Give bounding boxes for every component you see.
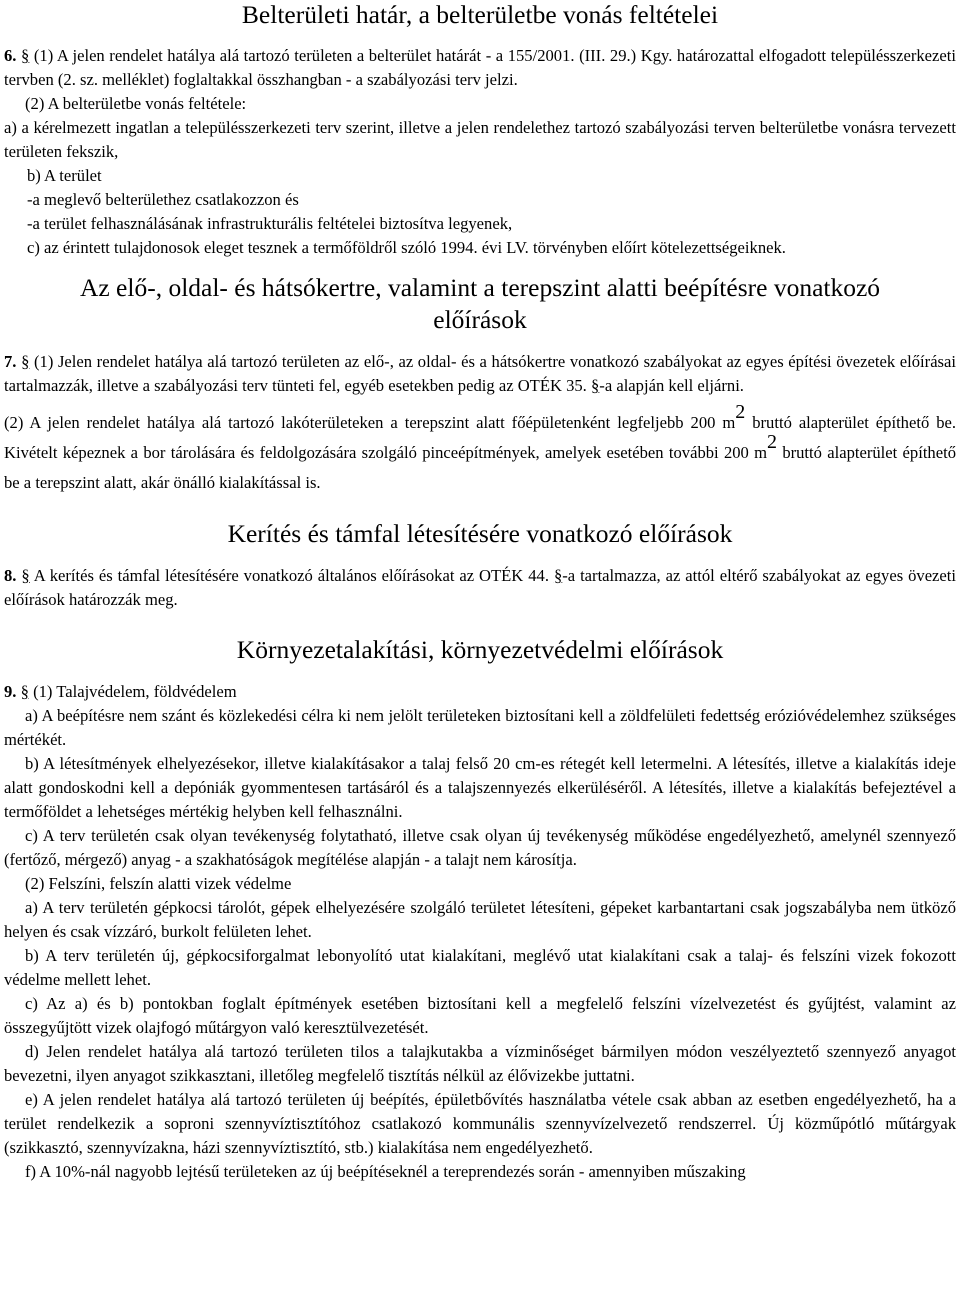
paragraph-number: 8. [4,566,17,585]
point-9-1-b: b) A létesítmények elhelyezésekor, illetve kialakításakor a talaj felső 20 cm-es rétegét kell letermelni. A létesítés, illetve a kialakítás ideje alatt gondoskodni kell a depóniák gyommentesen tartásáról és a talajszennyezés elkerüléséről. A létesítés, illetve a kialakítás befejeztével a termőföldet a lehetséges mértékig helyben kell felhasználni. [4,754,956,821]
point-6-2-b: b) A terület [27,166,102,185]
paragraph-text: A kerítés és támfal létesítésére vonatkozó általános előírásokat az OTÉK 44. [33,566,549,585]
paragraph-number: 7. [4,352,17,371]
point-6-2-a: a) a kérelmezett ingatlan a településszerkezeti terv szerint, illetve a jelen rendelethez tartozó szabályozási terven belterületbe vonásra tervezett területen fekszik, [4,118,956,161]
section-sign: § [21,352,30,371]
point-6-2-b-1: -a meglevő belterülethez csatlakozzon és [27,190,299,209]
paragraph-text: (1) Talajvédelem, földvédelem [33,682,237,701]
paragraph-text-tail: -a alapján kell eljárni. [599,376,744,395]
point-6-2-b-2: -a terület felhasználásának infrastrukturális feltételei biztosítva legyenek, [27,214,513,233]
section-title-belterulet: Belterületi határ, a belterületbe vonás feltételei [241,0,719,29]
section-title-kerites: Kerítés és támfal létesítésére vonatkozó előírások [227,519,733,548]
paragraph-text: (1) A jelen rendelet hatálya alá tartozó területen a belterület határát - a 155/2001. (III. 29.) Kgy. határozattal elfogadott településszerkezeti tervben (2. sz. melléklet) foglaltakkal összhangban - a szabályozási terv jelzi. [4,46,956,89]
paragraph-text: bruttó alapterület építhető be a terepszint alatt, akár önálló kialakítással is. [4,443,956,492]
point-6-2-c: c) az érintett tulajdonosok eleget tesznek a termőföldről szóló 1994. évi LV. törvényben előírt kötelezettségeiknek. [27,238,786,257]
point-9-2-e: e) A jelen rendelet hatálya alá tartozó területen új beépítés, épületbővítés használatba vétele csak abban az esetben engedélyezhető, ha a terület rendelkezik a soproni szennyvíztisztítóhoz csatlakozó kommunális szennyvízelvezető rendszerrel. Új közműpótló műtárgyak (szikkasztó, szennyvízakna, házi szennyvíztisztító, stb.) kialakítása nem engedélyezhető. [4,1090,956,1157]
section-title-kornyezet: Környezetalakítási, környezetvédelmi előírások [236,635,724,664]
point-9-1-c: c) A terv területén csak olyan tevékenység folytatható, illetve csak olyan új tevékenység működése engedélyezhető, amelynél szennyező (fertőző, mérgező) anyag - a szakhatóságok megítélése alapján - a talajt nem károsítja. [4,826,956,869]
paragraph-8 [4,564,956,612]
point-9-2-c: c) Az a) és b) pontokban foglalt építmények esetében biztosítani kell a megfelelő felszíni vízelvezetést és gyűjtést, valamint az összegyűjtött vizek olajfogó műtárgyon való keresztülvezetését. [4,994,956,1037]
section-title-elokert: Az elő-, oldal- és hátsókertre, valamint a terepszint alatti beépítésre vonatkozó előírások [79,273,881,334]
paragraph-number: 9. [4,682,17,701]
point-9-1-a: a) A beépítésre nem szánt és közlekedési célra ki nem jelölt területeken biztosítani kell a zöldfelületi fedettség erózióvédelemhez szükséges mértékét. [4,706,956,749]
superscript: 2 [735,401,746,423]
point-9-2-d: d) Jelen rendelet hatálya alá tartozó területen tilos a talajkutakba a vízminőséget bármilyen módon veszélyeztető szennyező anyagot bevezetni, ilyen anyagot szikkasztani, illetőleg megfelelő tisztítás nélkül az élővizekbe juttatni. [4,1042,956,1085]
paragraph-7-2 [4,401,957,498]
superscript: 2 [767,431,778,453]
paragraph-text: (2) A jelen rendelet hatálya alá tartozó lakóterületeken a terepszint alatt főépületenként legfeljebb 200 m [4,413,736,432]
paragraph-text-tail: -a tartalmazza, az attól eltérő szabályokat az egyes övezeti előírások határozzák meg. [4,566,957,609]
paragraph-9-1 [4,680,956,704]
section-sign: § [591,376,600,395]
section-sign: § [21,566,30,585]
paragraph-text: bruttó alapterület építhető be. Kivételt képeznek a bor tárolására és feldolgozására szolgáló pinceépítmények, amelyek esetében további 200 m [4,413,957,462]
paragraph-6-2: (2) A belterületbe vonás feltétele: [25,94,247,113]
point-9-2-f: f) A 10%-nál nagyobb lejtésű területeken az új beépítéseknél a tereprendezés során - amennyiben műszaking [25,1162,746,1181]
paragraph-text: (1) Jelen rendelet hatálya alá tartozó területen az elő-, az oldal- és a hátsókertre vonatkozó szabályokat az egyes építési övezetek előírásai tartalmazzák, illetve a szabályozási terv tünteti fel, egyéb esetekben pedig az OTÉK 35. [4,352,956,395]
paragraph-7-1 [4,350,956,398]
point-9-2-a: a) A terv területén gépkocsi tárolót, gépek elhelyezésére szolgáló területet létesíteni, gépeket karbantartani csak jogszabályba nem ütköző helyen és csak vízzáró, burkolt felületen lehet. [4,898,956,941]
section-sign: § [553,566,563,585]
paragraph-6-1 [4,44,956,92]
section-sign: § [20,682,29,701]
paragraph-9-2: (2) Felszíni, felszín alatti vizek védelme [25,874,292,893]
point-9-2-b: b) A terv területén új, gépkocsiforgalmat lebonyolító utat kialakítani, meglévő utat kialakítani csak a talaj- és felszíni vizek fokozott védelme mellett lehet. [4,946,956,989]
section-sign: § [21,46,30,65]
paragraph-number: 6. [4,46,17,65]
